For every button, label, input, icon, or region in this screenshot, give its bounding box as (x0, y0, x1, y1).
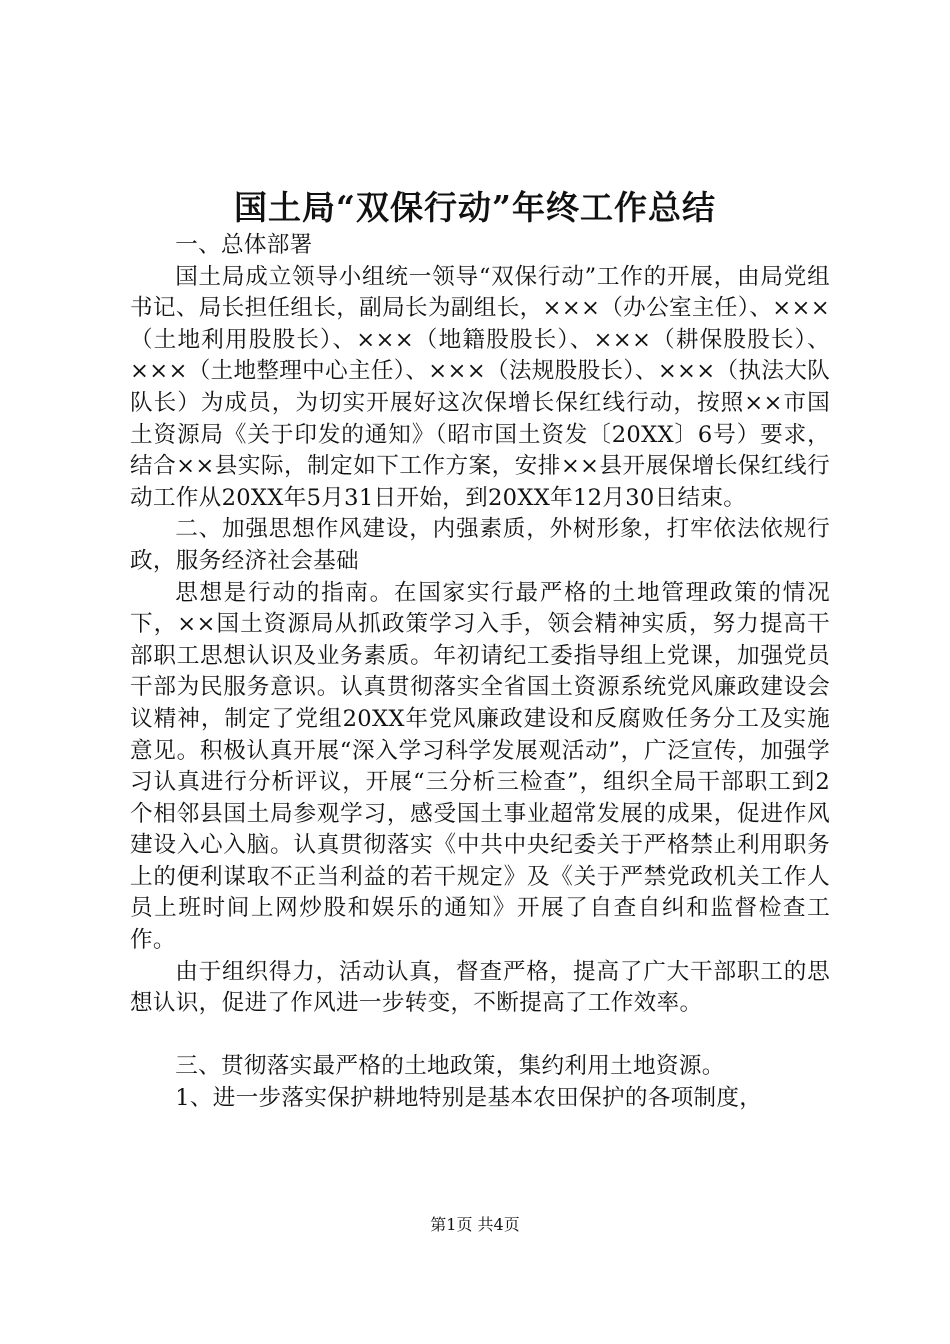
page-footer: 第1页 共4页 (430, 1215, 520, 1234)
document-body (130, 230, 830, 1115)
document-title: 国土局“双保行动”年终工作总结 (234, 188, 716, 227)
section-3-paragraph-1: 1、进一步落实保护耕地特别是基本农田保护的各项制度， (175, 1085, 763, 1112)
section-2-paragraph-1: 思想是行动的指南。在国家实行最严格的土地管理政策的情况下，××国土资源局从抓政策学习入手，领会精神实质，努力提高干部职工思想认识及业务素质。年初请纪工委指导组上党课，加强党员干部为民服务意识。认真贯彻落实全省国土资源系统党风廉政建设会议精神，制定了党组20XX年党风廉政建设和反腐败任务分工及实施意见。积极认真开展“深入学习科学发展观活动”，广泛宣传，加强学习认真进行分析评议，开展“三分析三检查”，组织全局干部职工到2个相邻县国土局参观学习，感受国土事业超常发展的成果，促进作风建设入心入脑。认真贯彻落实《中共中央纪委关于严格禁止利用职务上的便利谋取不正当利益的若干规定》及《关于严禁党政机关工作人员上班时间上网炒股和娱乐的通知》开展了自查自纠和监督检查工作。 (130, 579, 830, 954)
section-2-paragraph-2: 由于组织得力，活动认真，督查严格，提高了广大干部职工的思想认识，促进了作风进一步转变，不断提高了工作效率。 (130, 958, 830, 1017)
section-1-paragraph: 国土局成立领导小组统一领导“双保行动”工作的开展，由局党组书记、局长担任组长，副局长为副组长，×××（办公室主任）、×××（土地利用股股长）、×××（地籍股股长）、×××（耕保股股长）、×××（土地整理中心主任）、×××（法规股股长）、×××（执法大队队长）为成员，为切实开展好这次保增长保红线行动，按照××市国土资源局《关于印发的通知》（昭市国土资发〔20XX〕6号）要求，结合××县实际，制定如下工作方案，安排××县开展保增长保红线行动工作从20XX年5月31日开始，到20XX年12月30日结束。 (130, 263, 830, 511)
blank-line (130, 1020, 830, 1052)
section-3-heading: 三、贯彻落实最严格的土地政策，集约利用土地资源。 (175, 1053, 725, 1080)
section-2-heading: 二、加强思想作风建设，内强素质，外树形象，打牢依法依规行政，服务经济社会基础 (130, 516, 830, 574)
section-1-heading: 一、总体部署 (175, 232, 313, 258)
